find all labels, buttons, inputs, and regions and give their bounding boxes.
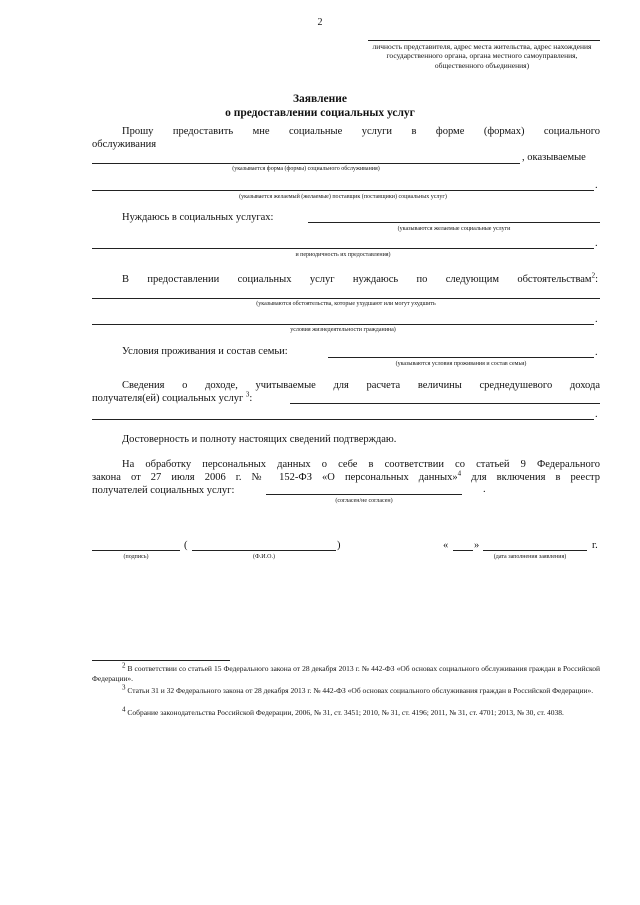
provider-period: .	[595, 180, 598, 191]
circumstances-field[interactable]	[92, 298, 600, 299]
confirmation-text: Достоверность и полноту настоящих сведений подтверждаю.	[122, 434, 397, 445]
header-caption: личность представителя, адрес места жительства, адрес нахождения государственного органа, органа местного самоуправления, общественного объединения)	[372, 42, 592, 70]
consent-text-line3: получателей социальных услуг:	[92, 485, 235, 496]
circumstances-caption-2: условия жизнедеятельности гражданина)	[290, 327, 396, 333]
fio-open-paren: (	[184, 540, 188, 551]
fio-field[interactable]	[192, 550, 336, 551]
date-quote-close: »	[474, 540, 480, 551]
footnote-ref-3: 3	[245, 390, 250, 399]
footnote-3: $^3$ Статьи 31 и 32 Федерального закона от 28 декабря 2013 г. № 442-ФЗ «Об основах социального обслуживания граждан в Российской Федерации».	[122, 683, 594, 695]
consent-field[interactable]	[266, 494, 462, 495]
date-month-year-field[interactable]	[483, 550, 587, 551]
fio-caption: (Ф.И.О.)	[253, 554, 275, 560]
consent-text-line1: На обработку персональных данных о себе в соответствии со статьей 9 Федерального	[122, 459, 600, 470]
living-conditions-field[interactable]	[328, 357, 594, 358]
fio-close-paren: )	[337, 540, 341, 551]
request-text-line1: Прошу предоставить мне социальные услуги в форме (формах) социального	[122, 126, 600, 137]
living-conditions-caption: (указываются условия проживания и состав семьи)	[395, 361, 527, 367]
request-text-suffix: , оказываемые	[522, 152, 586, 163]
document-subtitle: о предоставлении социальных услуг	[225, 107, 415, 119]
income-text-line2: получателя(ей) социальных услуг $^3$:	[92, 390, 253, 404]
living-conditions-period: .	[595, 347, 598, 358]
provider-field[interactable]	[92, 190, 594, 191]
periodicity-field[interactable]	[92, 248, 594, 249]
signature-field[interactable]	[92, 550, 180, 551]
service-form-field[interactable]	[92, 163, 520, 164]
need-services-label: Нуждаюсь в социальных услугах:	[122, 212, 274, 223]
circumstances-period: .	[595, 314, 598, 325]
provider-caption: (указывается желаемый (желаемые) поставщик (поставщики) социальных услуг)	[239, 194, 447, 200]
income-text-line1: Сведения о доходе, учитываемые для расчета величины среднедушевого дохода	[122, 380, 600, 391]
date-year-suffix: г.	[592, 540, 598, 551]
consent-text-line2: закона от 27 июля 2006 г. № 152-ФЗ «О персональных данных»$^4$ для включения в реестр	[92, 469, 601, 483]
periodicity-caption: и периодичность их предоставления)	[295, 252, 391, 258]
header-fill-line[interactable]	[368, 40, 600, 41]
income-field[interactable]	[290, 403, 600, 404]
income-field-2[interactable]	[92, 419, 594, 420]
date-quote-open: «	[443, 540, 449, 551]
service-form-caption: (указывается форма (формы) социального обслуживания)	[232, 166, 380, 172]
signature-caption: (подпись)	[123, 554, 149, 560]
footnote-separator	[92, 660, 230, 661]
request-text-line2: обслуживания	[92, 139, 157, 150]
date-day-field[interactable]	[453, 550, 473, 551]
income-period: .	[595, 409, 598, 420]
footnote-4: $^4$ Собрание законодательства Российской Федерации, 2006, № 31, ст. 3451; 2010, № 31, ст. 4196; 2011, № 31, ст. 4701; 2013, № 30, ст. 4038.	[122, 705, 564, 717]
document-title: Заявление	[292, 93, 347, 105]
date-caption: (дата заполнения заявления)	[493, 554, 567, 560]
footnote-ref-4: 4	[457, 469, 462, 478]
consent-caption: (согласен/не согласен)	[335, 498, 393, 504]
footnote-2: $^2$ В соответствии со статьей 15 Федерального закона от 28 декабря 2013 г. № 442-ФЗ «Об основах социального обслуживания граждан в Российской Федерации».	[92, 661, 601, 683]
periodicity-period: .	[595, 238, 598, 249]
consent-period: .	[483, 484, 486, 495]
circumstances-field-2[interactable]	[92, 324, 594, 325]
circumstances-caption: (указываются обстоятельства, которые ухудшают или могут ухудшить	[256, 301, 436, 307]
need-services-field[interactable]	[308, 222, 600, 223]
need-services-caption: (указываются желаемые социальные услуги	[397, 226, 511, 232]
circumstances-text: В предоставлении социальных услуг нуждаюсь по следующим обстоятельствам$^2$:	[122, 271, 598, 285]
page-number: 2	[317, 17, 323, 28]
living-conditions-label: Условия проживания и состав семьи:	[122, 346, 288, 357]
footnote-ref-2: 2	[591, 271, 596, 280]
